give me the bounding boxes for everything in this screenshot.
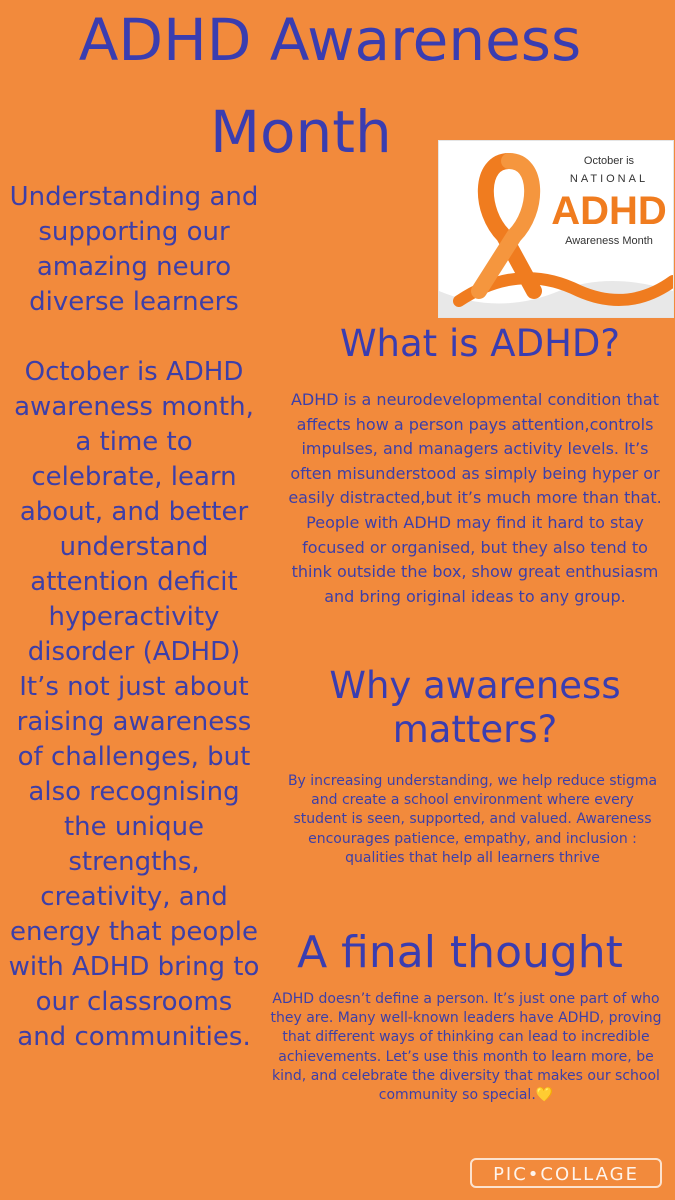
section-heading-what: What is ADHD?: [339, 322, 621, 365]
section-text-why: By increasing understanding, we help reduce stigma and create a school environment where every student is seen, supported, and valued. Awareness encourages patience, empathy, and inclusion : qualities that help all learners thrive: [287, 773, 658, 866]
badge-line-2: NATIONAL: [569, 173, 649, 185]
page-title-line2: Month: [210, 98, 392, 166]
section-heading-why: Why awareness matters?: [329, 664, 621, 751]
pic-collage-watermark: PIC•COLLAGE: [470, 1158, 662, 1188]
badge-line-3: ADHD: [551, 189, 667, 233]
adhd-awareness-badge: [438, 140, 674, 318]
section-text-what: ADHD is a neurodevelopmental condition that affects how a person pays attention,controls impulses, and managers activity levels. It’s often misunderstood as simply being hyper or easily distracted,but it’s much more than that. People with ADHD may find it hard to stay focused or organised, but they also tend to think outside the box, show great enthusiasm and bring original ideas to any group.: [288, 390, 662, 606]
page-title: ADHD Awareness: [78, 6, 582, 74]
left-column: [8, 180, 260, 1055]
intro-text: Understanding and supporting our amazing neuro diverse learners: [9, 182, 259, 317]
section-text-final: ADHD doesn’t define a person. It’s just one part of who they are. Many well-known leaders have ADHD, proving that different ways of thinking can lead to incredible achievements. Let’s use this month to learn more, be kind, and celebrate the diversity that makes our school community so special.💛: [270, 991, 662, 1104]
badge-line-4: Awareness Month: [565, 235, 653, 247]
section-heading-final: A final thought: [297, 927, 623, 978]
left-body-text: October is ADHD awareness month, a time to celebrate, learn about, and better understand attention deficit hyperactivity disorder (ADHD) It’s not just about raising awareness of challenges, but also recognising the unique strengths, creativity, and energy that people with ADHD bring to our classrooms and communities.: [8, 357, 260, 1052]
badge-line-1: October is: [583, 155, 635, 167]
spacer: [8, 320, 260, 355]
